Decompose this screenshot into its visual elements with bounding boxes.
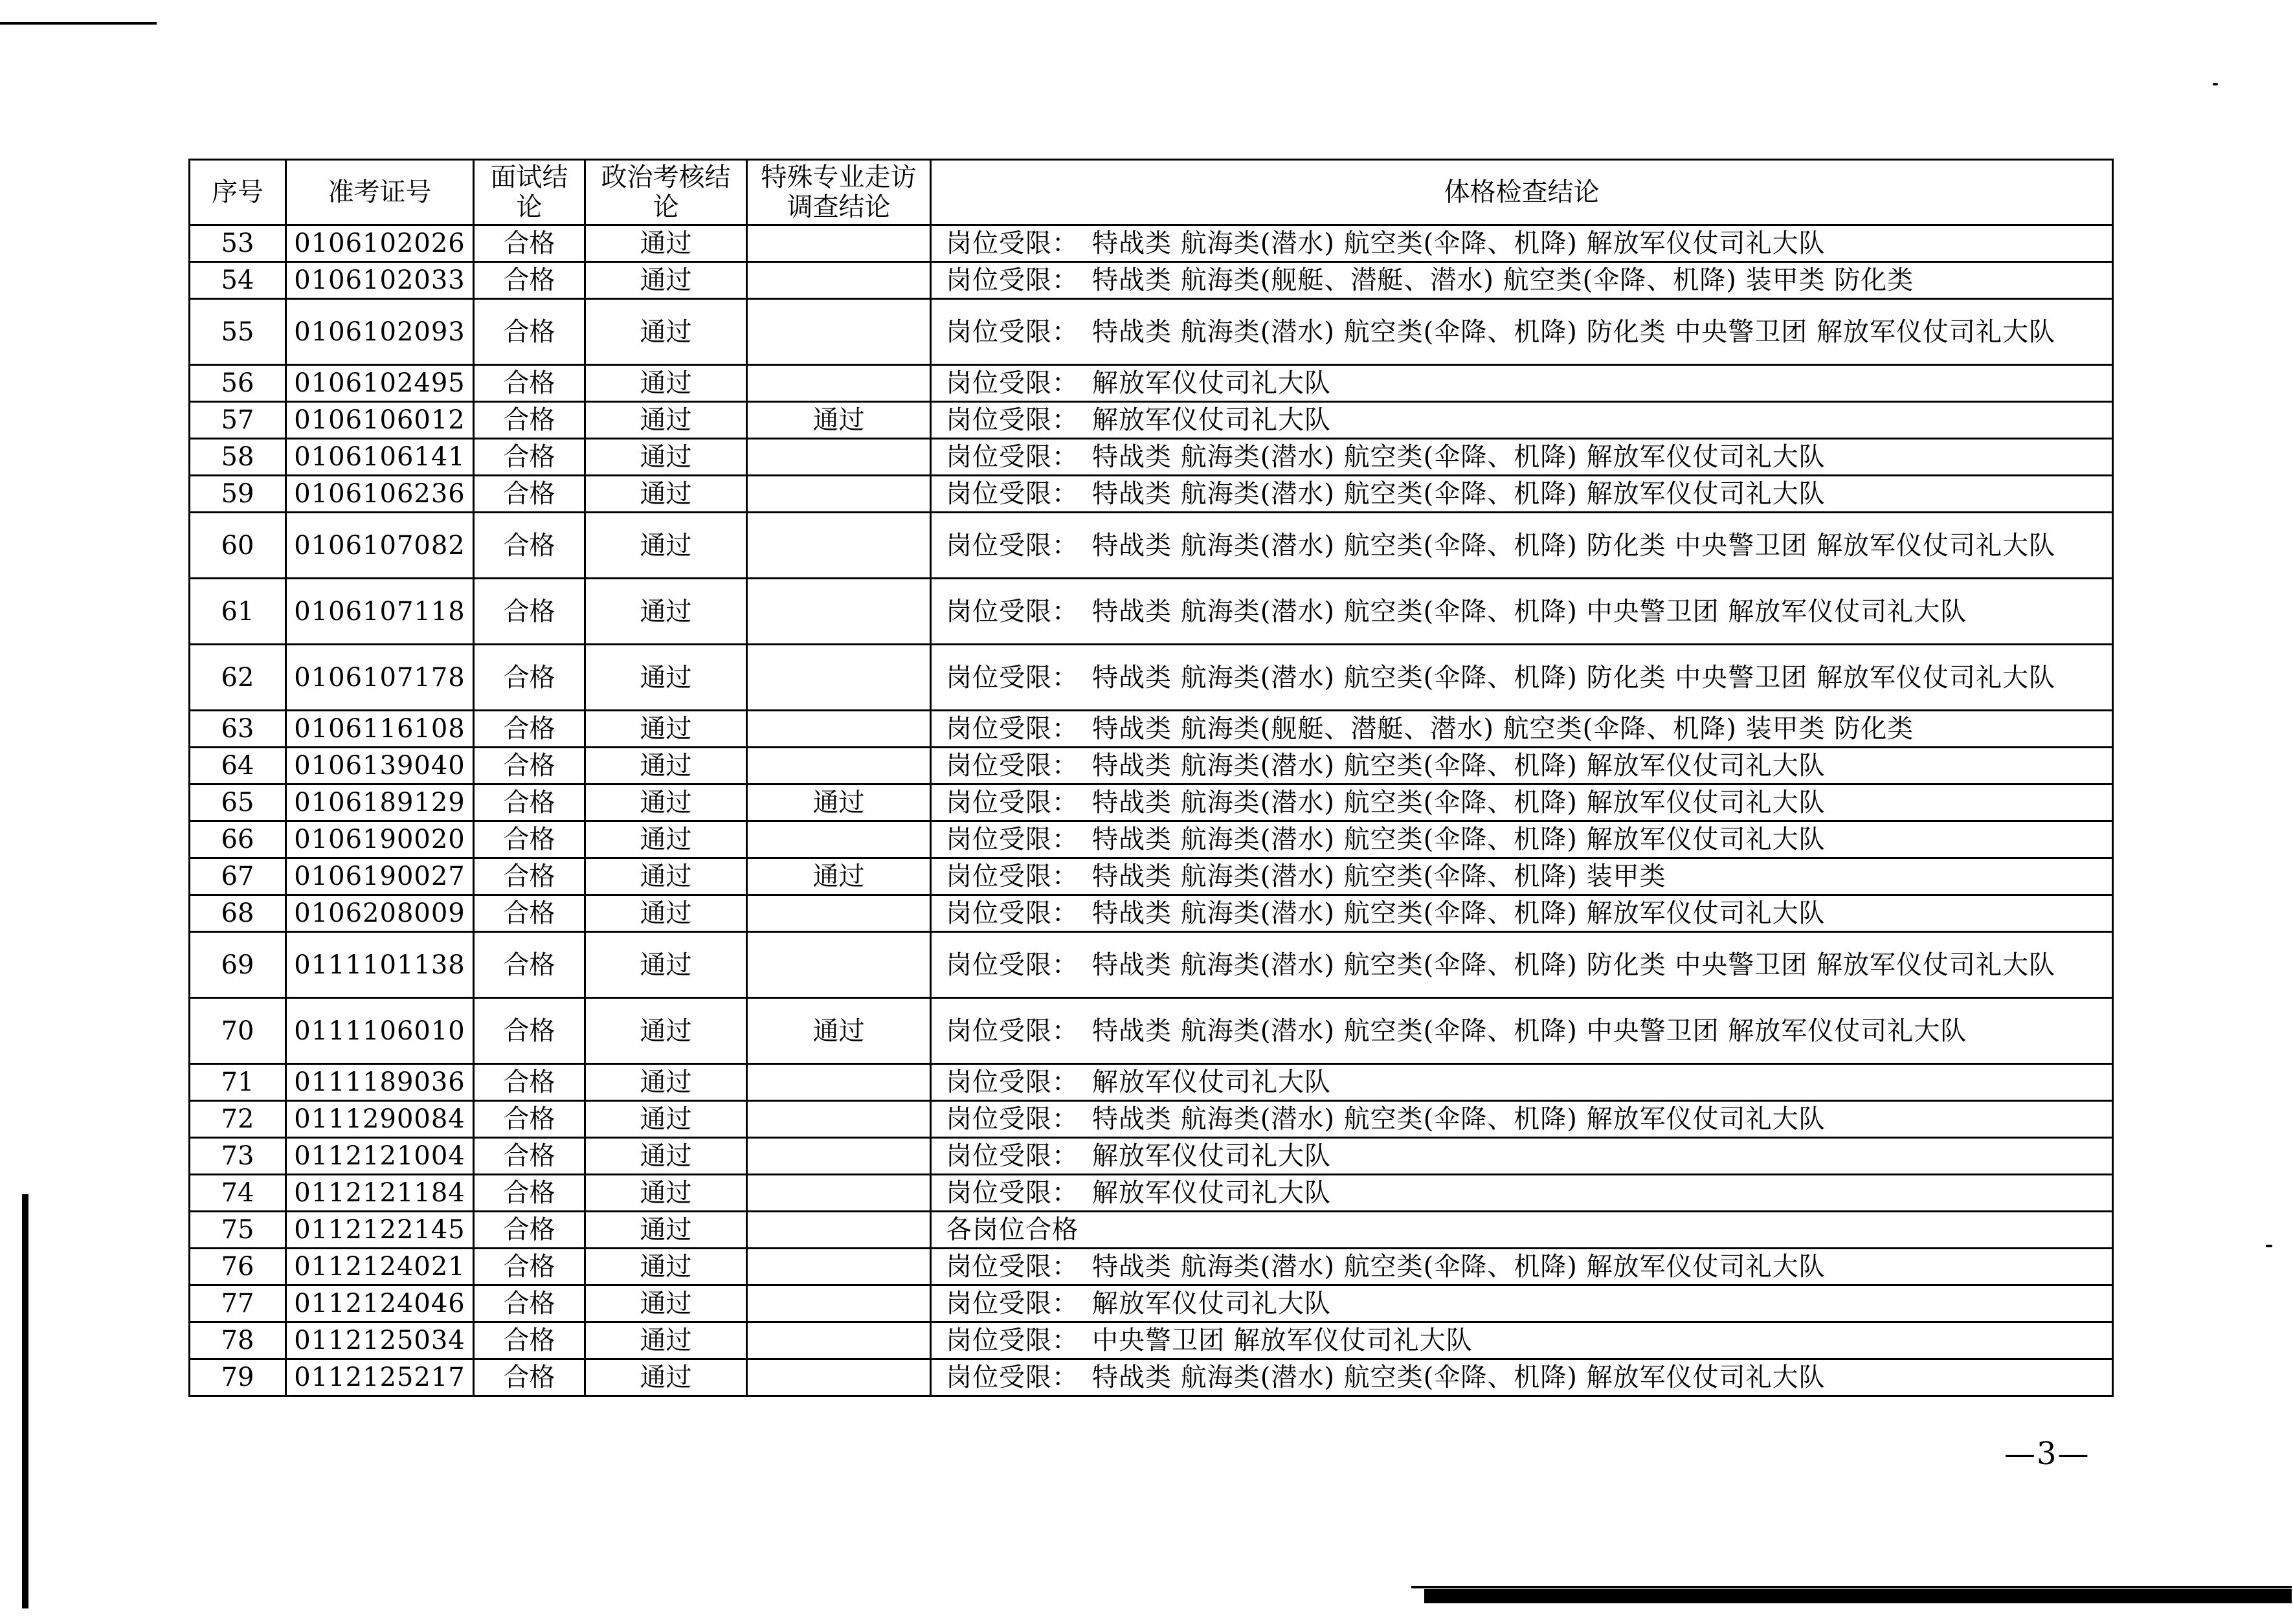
cell-physical-exam: 岗位受限： 解放军仪仗司礼大队 bbox=[931, 1285, 2113, 1322]
cell-cert-number: 0111290084 bbox=[286, 1101, 474, 1138]
cell-seq: 72 bbox=[190, 1101, 286, 1138]
table-row bbox=[190, 579, 2113, 645]
cell-cert-number: 0106102093 bbox=[286, 299, 474, 365]
cell-cert-number: 0111101138 bbox=[286, 932, 474, 998]
cell-physical-exam: 岗位受限： 解放军仪仗司礼大队 bbox=[931, 1138, 2113, 1175]
cell-seq: 61 bbox=[190, 579, 286, 645]
cell-special-survey bbox=[747, 262, 931, 299]
cell-special-survey bbox=[747, 1285, 931, 1322]
cell-seq: 53 bbox=[190, 225, 286, 262]
cell-physical-exam: 岗位受限： 特战类 航海类(潜水) 航空类(伞降、机降) 解放军仪仗司礼大队 bbox=[931, 439, 2113, 476]
cell-seq: 57 bbox=[190, 402, 286, 439]
cell-political-review: 通过 bbox=[585, 711, 747, 748]
cell-physical-exam: 岗位受限： 特战类 航海类(潜水) 航空类(伞降、机降) 解放军仪仗司礼大队 bbox=[931, 225, 2113, 262]
candidate-table bbox=[188, 159, 2114, 1397]
cell-interview-result: 合格 bbox=[474, 1101, 585, 1138]
cell-special-survey bbox=[747, 513, 931, 579]
cell-political-review: 通过 bbox=[585, 1322, 747, 1359]
cell-cert-number: 0106102495 bbox=[286, 365, 474, 402]
cell-special-survey bbox=[747, 439, 931, 476]
cell-cert-number: 0112121184 bbox=[286, 1175, 474, 1212]
cell-physical-exam: 岗位受限： 特战类 航海类(舰艇、潜艇、潜水) 航空类(伞降、机降) 装甲类 防化类 bbox=[931, 711, 2113, 748]
cell-interview-result: 合格 bbox=[474, 1138, 585, 1175]
cell-cert-number: 0111189036 bbox=[286, 1064, 474, 1101]
cell-interview-result: 合格 bbox=[474, 1175, 585, 1212]
cell-seq: 60 bbox=[190, 513, 286, 579]
cell-physical-exam: 岗位受限： 特战类 航海类(潜水) 航空类(伞降、机降) 解放军仪仗司礼大队 bbox=[931, 476, 2113, 513]
cell-special-survey bbox=[747, 1064, 931, 1101]
cell-cert-number: 0112121004 bbox=[286, 1138, 474, 1175]
cell-interview-result: 合格 bbox=[474, 645, 585, 711]
cell-cert-number: 0112124046 bbox=[286, 1285, 474, 1322]
table-row bbox=[190, 1175, 2113, 1212]
cell-seq: 62 bbox=[190, 645, 286, 711]
cell-political-review: 通过 bbox=[585, 784, 747, 821]
cell-political-review: 通过 bbox=[585, 1285, 747, 1322]
cell-special-survey bbox=[747, 579, 931, 645]
cell-special-survey bbox=[747, 1359, 931, 1396]
cell-cert-number: 0106189129 bbox=[286, 784, 474, 821]
cell-physical-exam: 岗位受限： 特战类 航海类(潜水) 航空类(伞降、机降) 解放军仪仗司礼大队 bbox=[931, 748, 2113, 784]
cell-cert-number: 0106190027 bbox=[286, 858, 474, 895]
cell-special-survey bbox=[747, 299, 931, 365]
cell-interview-result: 合格 bbox=[474, 784, 585, 821]
cell-cert-number: 0106106012 bbox=[286, 402, 474, 439]
cell-political-review: 通过 bbox=[585, 998, 747, 1064]
cell-interview-result: 合格 bbox=[474, 439, 585, 476]
cell-seq: 54 bbox=[190, 262, 286, 299]
cell-political-review: 通过 bbox=[585, 1249, 747, 1285]
table-row bbox=[190, 1101, 2113, 1138]
cell-interview-result: 合格 bbox=[474, 932, 585, 998]
cell-special-survey bbox=[747, 365, 931, 402]
cell-cert-number: 0106102033 bbox=[286, 262, 474, 299]
cell-special-survey bbox=[747, 932, 931, 998]
cell-cert-number: 0112125217 bbox=[286, 1359, 474, 1396]
cell-physical-exam: 岗位受限： 特战类 航海类(潜水) 航空类(伞降、机降) 解放军仪仗司礼大队 bbox=[931, 784, 2113, 821]
cell-seq: 55 bbox=[190, 299, 286, 365]
cell-interview-result: 合格 bbox=[474, 821, 585, 858]
cell-cert-number: 0112122145 bbox=[286, 1212, 474, 1249]
cell-special-survey bbox=[747, 1249, 931, 1285]
table-row bbox=[190, 262, 2113, 299]
cell-interview-result: 合格 bbox=[474, 1322, 585, 1359]
cell-seq: 59 bbox=[190, 476, 286, 513]
table-header-row bbox=[190, 160, 2113, 225]
cell-physical-exam: 各岗位合格 bbox=[931, 1212, 2113, 1249]
cell-physical-exam: 岗位受限： 特战类 航海类(潜水) 航空类(伞降、机降) 解放军仪仗司礼大队 bbox=[931, 895, 2113, 932]
cell-political-review: 通过 bbox=[585, 645, 747, 711]
cell-interview-result: 合格 bbox=[474, 748, 585, 784]
cell-special-survey bbox=[747, 748, 931, 784]
cell-political-review: 通过 bbox=[585, 225, 747, 262]
cell-seq: 68 bbox=[190, 895, 286, 932]
bottom-scan-edge bbox=[1424, 1589, 2292, 1603]
cell-political-review: 通过 bbox=[585, 1175, 747, 1212]
cell-special-survey: 通过 bbox=[747, 858, 931, 895]
left-scan-edge bbox=[22, 1194, 28, 1608]
cell-political-review: 通过 bbox=[585, 1138, 747, 1175]
table-row bbox=[190, 998, 2113, 1064]
cell-seq: 58 bbox=[190, 439, 286, 476]
cell-physical-exam: 岗位受限： 特战类 航海类(潜水) 航空类(伞降、机降) 防化类 中央警卫团 解放军仪仗司礼大队 bbox=[931, 513, 2113, 579]
cell-political-review: 通过 bbox=[585, 1212, 747, 1249]
scan-speck bbox=[2213, 83, 2218, 85]
cell-physical-exam: 岗位受限： 特战类 航海类(潜水) 航空类(伞降、机降) 解放军仪仗司礼大队 bbox=[931, 821, 2113, 858]
table-row bbox=[190, 932, 2113, 998]
header-cert-number: 准考证号 bbox=[286, 160, 474, 225]
table-row bbox=[190, 645, 2113, 711]
table-row bbox=[190, 402, 2113, 439]
cell-interview-result: 合格 bbox=[474, 476, 585, 513]
cell-interview-result: 合格 bbox=[474, 858, 585, 895]
table-row bbox=[190, 299, 2113, 365]
cell-political-review: 通过 bbox=[585, 579, 747, 645]
cell-political-review: 通过 bbox=[585, 821, 747, 858]
cell-cert-number: 0106208009 bbox=[286, 895, 474, 932]
cell-special-survey bbox=[747, 895, 931, 932]
cell-political-review: 通过 bbox=[585, 895, 747, 932]
cell-political-review: 通过 bbox=[585, 748, 747, 784]
header-interview-result: 面试结论 bbox=[474, 160, 585, 225]
cell-special-survey bbox=[747, 1175, 931, 1212]
table-row bbox=[190, 513, 2113, 579]
cell-political-review: 通过 bbox=[585, 1359, 747, 1396]
cell-seq: 66 bbox=[190, 821, 286, 858]
cell-cert-number: 0106107118 bbox=[286, 579, 474, 645]
cell-cert-number: 0112124021 bbox=[286, 1249, 474, 1285]
header-special-survey: 特殊专业走访调查结论 bbox=[747, 160, 931, 225]
cell-seq: 63 bbox=[190, 711, 286, 748]
cell-cert-number: 0106106141 bbox=[286, 439, 474, 476]
cell-interview-result: 合格 bbox=[474, 1212, 585, 1249]
cell-physical-exam: 岗位受限： 特战类 航海类(潜水) 航空类(伞降、机降) 防化类 中央警卫团 解放军仪仗司礼大队 bbox=[931, 932, 2113, 998]
cell-physical-exam: 岗位受限： 解放军仪仗司礼大队 bbox=[931, 402, 2113, 439]
cell-cert-number: 0106107178 bbox=[286, 645, 474, 711]
table-row bbox=[190, 1285, 2113, 1322]
cell-physical-exam: 岗位受限： 特战类 航海类(舰艇、潜艇、潜水) 航空类(伞降、机降) 装甲类 防化类 bbox=[931, 262, 2113, 299]
table-row bbox=[190, 1359, 2113, 1396]
cell-physical-exam: 岗位受限： 特战类 航海类(潜水) 航空类(伞降、机降) 装甲类 bbox=[931, 858, 2113, 895]
cell-political-review: 通过 bbox=[585, 476, 747, 513]
cell-special-survey bbox=[747, 711, 931, 748]
table-row bbox=[190, 365, 2113, 402]
cell-political-review: 通过 bbox=[585, 262, 747, 299]
cell-special-survey bbox=[747, 821, 931, 858]
cell-interview-result: 合格 bbox=[474, 711, 585, 748]
cell-physical-exam: 岗位受限： 特战类 航海类(潜水) 航空类(伞降、机降) 中央警卫团 解放军仪仗司礼大队 bbox=[931, 579, 2113, 645]
cell-physical-exam: 岗位受限： 特战类 航海类(潜水) 航空类(伞降、机降) 中央警卫团 解放军仪仗司礼大队 bbox=[931, 998, 2113, 1064]
scan-speck bbox=[2266, 1245, 2272, 1247]
cell-special-survey bbox=[747, 476, 931, 513]
cell-seq: 76 bbox=[190, 1249, 286, 1285]
cell-seq: 70 bbox=[190, 998, 286, 1064]
cell-special-survey: 通过 bbox=[747, 998, 931, 1064]
cell-physical-exam: 岗位受限： 中央警卫团 解放军仪仗司礼大队 bbox=[931, 1322, 2113, 1359]
cell-interview-result: 合格 bbox=[474, 513, 585, 579]
cell-political-review: 通过 bbox=[585, 365, 747, 402]
cell-political-review: 通过 bbox=[585, 402, 747, 439]
cell-cert-number: 0112125034 bbox=[286, 1322, 474, 1359]
cell-seq: 74 bbox=[190, 1175, 286, 1212]
header-physical-exam: 体格检查结论 bbox=[931, 160, 2113, 225]
cell-seq: 67 bbox=[190, 858, 286, 895]
table-row bbox=[190, 225, 2113, 262]
cell-political-review: 通过 bbox=[585, 1101, 747, 1138]
cell-physical-exam: 岗位受限： 解放军仪仗司礼大队 bbox=[931, 365, 2113, 402]
cell-special-survey bbox=[747, 1322, 931, 1359]
cell-special-survey: 通过 bbox=[747, 402, 931, 439]
cell-cert-number: 0106106236 bbox=[286, 476, 474, 513]
cell-political-review: 通过 bbox=[585, 439, 747, 476]
bottom-scan-edge-thin bbox=[1411, 1586, 2292, 1588]
cell-political-review: 通过 bbox=[585, 858, 747, 895]
cell-political-review: 通过 bbox=[585, 1064, 747, 1101]
table-row bbox=[190, 895, 2113, 932]
cell-seq: 69 bbox=[190, 932, 286, 998]
cell-physical-exam: 岗位受限： 解放军仪仗司礼大队 bbox=[931, 1064, 2113, 1101]
cell-interview-result: 合格 bbox=[474, 1359, 585, 1396]
header-seq: 序号 bbox=[190, 160, 286, 225]
cell-cert-number: 0106102026 bbox=[286, 225, 474, 262]
cell-interview-result: 合格 bbox=[474, 402, 585, 439]
cell-interview-result: 合格 bbox=[474, 299, 585, 365]
cell-seq: 73 bbox=[190, 1138, 286, 1175]
cell-political-review: 通过 bbox=[585, 299, 747, 365]
cell-seq: 75 bbox=[190, 1212, 286, 1249]
cell-special-survey bbox=[747, 645, 931, 711]
cell-interview-result: 合格 bbox=[474, 579, 585, 645]
top-scan-rule bbox=[0, 22, 157, 25]
table-row bbox=[190, 821, 2113, 858]
cell-seq: 79 bbox=[190, 1359, 286, 1396]
cell-cert-number: 0106190020 bbox=[286, 821, 474, 858]
cell-physical-exam: 岗位受限： 特战类 航海类(潜水) 航空类(伞降、机降) 解放军仪仗司礼大队 bbox=[931, 1101, 2113, 1138]
table-row bbox=[190, 1212, 2113, 1249]
cell-cert-number: 0111106010 bbox=[286, 998, 474, 1064]
table-row bbox=[190, 711, 2113, 748]
cell-interview-result: 合格 bbox=[474, 1064, 585, 1101]
cell-political-review: 通过 bbox=[585, 513, 747, 579]
table-row bbox=[190, 1064, 2113, 1101]
cell-interview-result: 合格 bbox=[474, 262, 585, 299]
cell-seq: 78 bbox=[190, 1322, 286, 1359]
cell-special-survey bbox=[747, 225, 931, 262]
table-row bbox=[190, 748, 2113, 784]
table-row bbox=[190, 1138, 2113, 1175]
cell-seq: 65 bbox=[190, 784, 286, 821]
cell-seq: 77 bbox=[190, 1285, 286, 1322]
cell-cert-number: 0106139040 bbox=[286, 748, 474, 784]
table-row bbox=[190, 439, 2113, 476]
cell-cert-number: 0106116108 bbox=[286, 711, 474, 748]
table-row bbox=[190, 476, 2113, 513]
cell-interview-result: 合格 bbox=[474, 895, 585, 932]
cell-physical-exam: 岗位受限： 特战类 航海类(潜水) 航空类(伞降、机降) 解放军仪仗司礼大队 bbox=[931, 1249, 2113, 1285]
header-political-review: 政治考核结论 bbox=[585, 160, 747, 225]
cell-interview-result: 合格 bbox=[474, 998, 585, 1064]
cell-special-survey bbox=[747, 1212, 931, 1249]
cell-physical-exam: 岗位受限： 特战类 航海类(潜水) 航空类(伞降、机降) 防化类 中央警卫团 解放军仪仗司礼大队 bbox=[931, 299, 2113, 365]
cell-interview-result: 合格 bbox=[474, 1249, 585, 1285]
cell-physical-exam: 岗位受限： 解放军仪仗司礼大队 bbox=[931, 1175, 2113, 1212]
cell-interview-result: 合格 bbox=[474, 1285, 585, 1322]
cell-physical-exam: 岗位受限： 特战类 航海类(潜水) 航空类(伞降、机降) 防化类 中央警卫团 解放军仪仗司礼大队 bbox=[931, 645, 2113, 711]
cell-political-review: 通过 bbox=[585, 932, 747, 998]
cell-interview-result: 合格 bbox=[474, 365, 585, 402]
table-row bbox=[190, 1249, 2113, 1285]
table-row bbox=[190, 858, 2113, 895]
cell-special-survey bbox=[747, 1101, 931, 1138]
page-number: —3— bbox=[2004, 1436, 2090, 1472]
cell-special-survey: 通过 bbox=[747, 784, 931, 821]
cell-physical-exam: 岗位受限： 特战类 航海类(潜水) 航空类(伞降、机降) 解放军仪仗司礼大队 bbox=[931, 1359, 2113, 1396]
cell-seq: 64 bbox=[190, 748, 286, 784]
table-row bbox=[190, 784, 2113, 821]
cell-interview-result: 合格 bbox=[474, 225, 585, 262]
table-row bbox=[190, 1322, 2113, 1359]
cell-seq: 56 bbox=[190, 365, 286, 402]
cell-cert-number: 0106107082 bbox=[286, 513, 474, 579]
cell-seq: 71 bbox=[190, 1064, 286, 1101]
cell-special-survey bbox=[747, 1138, 931, 1175]
